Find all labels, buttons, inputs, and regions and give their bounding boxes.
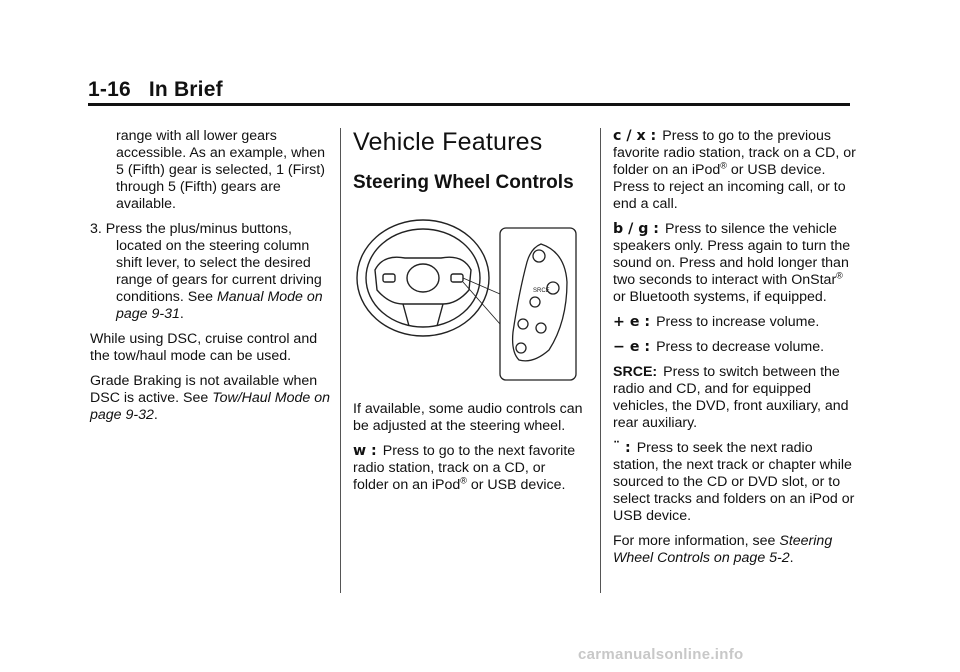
section-title: In Brief [148,78,223,101]
control-previous: c / x : Press to go to the previous favorite radio station, track on a CD, or folder on an iPod® or USB device. Press to reject an incoming call, or to end a call. [613,128,856,212]
control-mute: b / g : Press to silence the vehicle speakers only. Press again to turn the sound on. Press and hold longer than two seconds to interact with OnStar® or Bluetooth systems, if equipped. [613,221,851,305]
callout-lines [463,278,500,324]
steering-wheel-figure [353,212,578,384]
page-number: 1-16 [88,78,131,101]
paragraph-more-info: For more information, see Steering Wheel Controls on page 5-2. [613,533,833,566]
mute-icon: b / g : [613,221,659,237]
control-volume-down: − e : Press to decrease volume. [613,339,825,355]
srce-label: SRCE: [613,364,658,380]
page-header [88,78,223,102]
header-rule [88,103,850,106]
link-manual-mode[interactable]: Manual Mode on page 9-31 [116,289,323,322]
paragraph-gears: range with all lower gears accessible. As an example, when 5 (Fifth) gear is selected, 1 (First) through 5 (Fifth) gears are available. [116,128,325,212]
control-source: SRCE: Press to switch between the radio and CD, and for equipped vehicles, the DVD, front auxiliary, and rear auxiliary. [613,364,849,431]
paragraph-grade-braking: Grade Braking is not available when DSC is active. See Tow/Haul Mode on page 9-32. [90,373,330,423]
column-divider-1 [340,128,341,593]
column-divider-2 [600,128,601,593]
inset-control-panel [500,228,576,380]
watermark: carmanualsonline.info [578,646,744,663]
control-volume-up: + e : Press to increase volume. [613,314,820,330]
column-2 [353,128,583,502]
seek-icon: ¨ : [613,440,631,456]
link-steering-wheel-controls[interactable]: Steering Wheel Controls on page 5-2 [613,533,833,566]
inset-srce-label: SRCE [533,288,550,294]
column-1 [90,128,332,432]
heading-steering-wheel-controls: Steering Wheel Controls [353,172,574,193]
link-tow-haul[interactable]: Tow/Haul Mode on page 9-32 [90,390,330,423]
volume-down-icon: − e : [613,339,651,355]
paragraph-dsc: While using DSC, cruise control and the tow/haul mode can be used. [90,331,318,364]
column-3 [613,128,858,575]
steering-wheel-illustration [357,220,489,336]
paragraph-intro: If available, some audio controls can be adjusted at the steering wheel. [353,401,583,434]
control-next: w : Press to go to the next favorite radio station, track on a CD, or folder on an iPod® or USB device. [353,443,576,493]
list-item-3: 3. Press the plus/minus buttons, located on the steering column shift lever, to select the desired range of gears for current driving conditions. See Manual Mode on page 9-31. [90,221,323,322]
volume-up-icon: + e : [613,314,651,330]
heading-vehicle-features: Vehicle Features [353,128,543,156]
control-seek: ¨ : Press to seek the next radio station, the next track or chapter while sourced to the CD or DVD slot, or to select tracks and folders on an iPod or USB device. [613,440,855,524]
next-icon: w : [353,443,377,459]
previous-icon: c / x : [613,128,657,144]
